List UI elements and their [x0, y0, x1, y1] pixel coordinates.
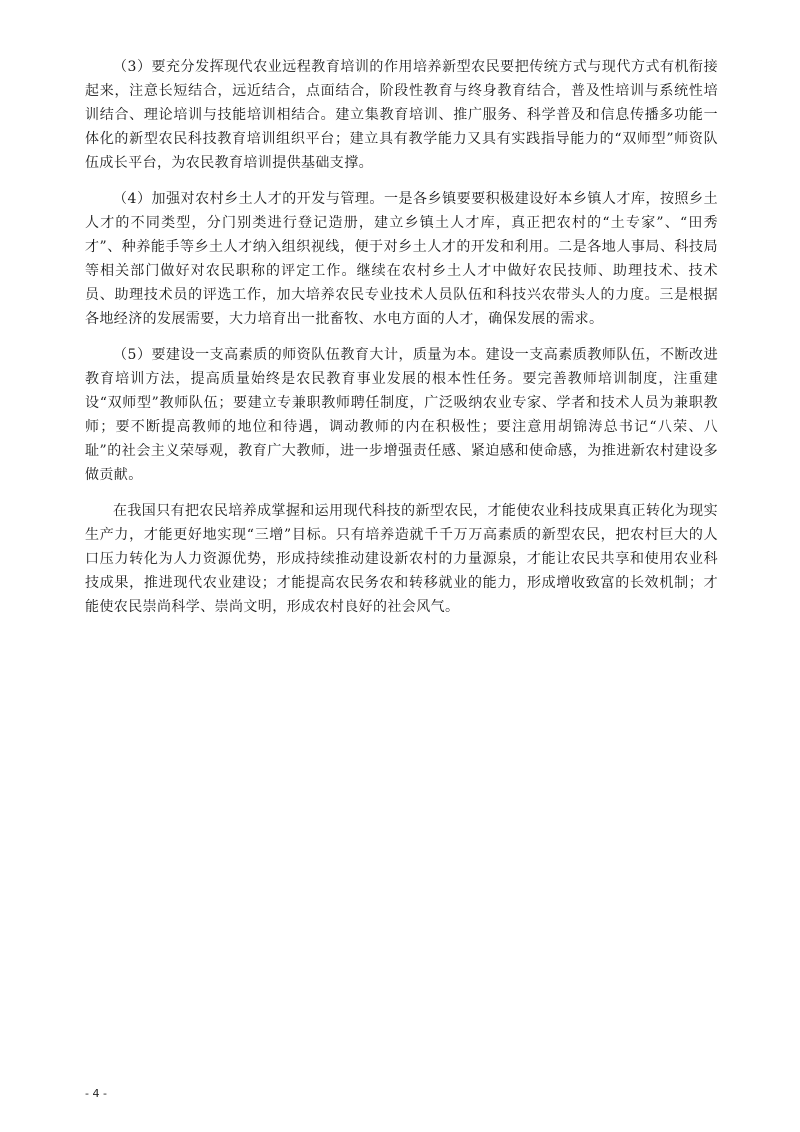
page-number: - 4 -: [85, 1087, 107, 1100]
paragraph-4: （4）加强对农村乡土人才的开发与管理。一是各乡镇要要积极建设好本乡镇人才库，按照乡土人才的不同类型，分门别类进行登记造册，建立乡镇土人才库，真正把农村的“土专家”、“田秀才”、种养能手等乡土人才纳入组织视线，便于对乡土人才的开发和利用。二是各地人事局、科技局等相关部门做好对农民职称的评定工作。继续在农村乡土人才中做好农民技师、助理技术、技术员、助理技术员的评选工作，加大培养农民专业技术人员队伍和科技兴农带头人的力度。三是根据各地经济的发展需要，大力培育出一批畜牧、水电方面的人才，确保发展的需求。: [85, 191, 718, 327]
paragraph-5: （5）要建设一支高素质的师资队伍教育大计，质量为本。建设一支高素质教师队伍，不断改进教育培训方法，提高质量始终是农民教育事业发展的根本性任务。要完善教师培训制度，注重建设“双师型”教师队伍；要建立专兼职教师聘任制度，广泛吸纳农业专家、学者和技术人员为兼职教师；要不断提高教师的地位和待遇，调动教师的内在积极性；要注意用胡锦涛总书记“八荣、八耻”的社会主义荣辱观，教育广大教师，进一步增强责任感、紧迫感和使命感，为推进新农村建设多做贡献。: [85, 347, 718, 483]
paragraph-3: （3）要充分发挥现代农业远程教育培训的作用培养新型农民要把传统方式与现代方式有机衔接起来，注意长短结合，远近结合，点面结合，阶段性教育与终身教育结合，普及性培训与系统性培训结合、理论培训与技能培训相结合。建立集教育培训、推广服务、科学普及和信息传播多功能一体化的新型农民科技教育培训组织平台；建立具有教学能力又具有实践指导能力的“双师型”师资队伍成长平台，为农民教育培训提供基础支撑。: [85, 59, 718, 171]
paragraph-conclusion: 在我国只有把农民培养成掌握和运用现代科技的新型农民，才能使农业科技成果真正转化为现实生产力，才能更好地实现“三增”目标。只有培养造就千千万万高素质的新型农民，把农村巨大的人口压力转化为人力资源优势，形成持续推动建设新农村的力量源泉，才能让农民共享和使用农业科技成果，推进现代农业建设；才能提高农民务农和转移就业的能力，形成增收致富的长效机制；才能使农民崇尚科学、崇尚文明，形成农村良好的社会风气。: [85, 503, 718, 615]
